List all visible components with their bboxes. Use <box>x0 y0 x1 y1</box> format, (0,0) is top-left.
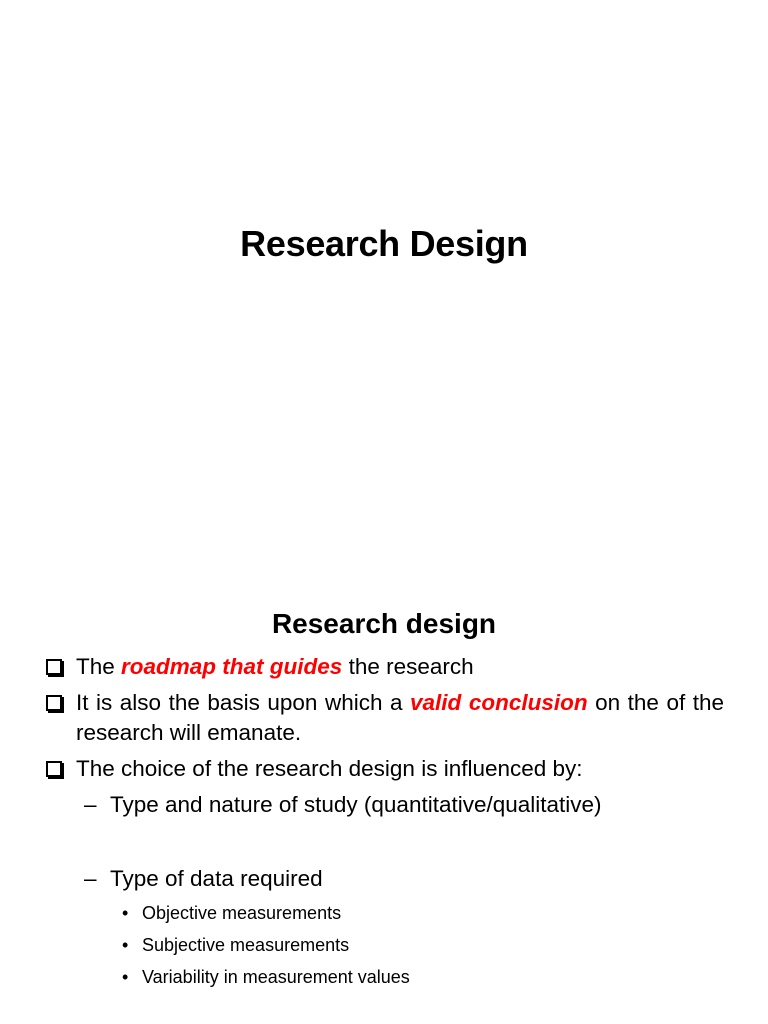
dot-bullet-icon: • <box>122 967 129 987</box>
dot-bullet-icon: • <box>122 935 129 955</box>
data-type-item <box>44 965 724 990</box>
bullet-text: The <box>76 654 122 679</box>
bullet-choice-of-design <box>44 754 724 784</box>
bullet-text: It is also the basis upon which a <box>76 690 411 715</box>
highlight-text: roadmap that guides <box>121 654 343 679</box>
sub-bullet-data-type <box>44 864 724 894</box>
data-type-text: Objective measurements <box>142 903 342 923</box>
sub-bullet-text: Type of data required <box>110 866 323 891</box>
dot-bullet-icon: • <box>122 903 129 923</box>
slide-heading: Research design <box>271 608 497 639</box>
bullet-text: the research <box>342 654 474 679</box>
sub-bullet-study-type <box>44 790 724 820</box>
dash-bullet-icon: – <box>84 792 97 817</box>
bullet-roadmap <box>44 652 724 682</box>
slide-title-heading: Research Design <box>240 223 528 264</box>
dash-bullet-icon: – <box>84 866 97 891</box>
bullet-text: on the of the research will emanate. <box>76 690 724 745</box>
slide-research-design <box>0 560 768 1024</box>
checkbox-bullet-icon <box>46 659 62 675</box>
data-type-item <box>44 901 724 926</box>
data-type-text: Subjective measurements <box>142 935 350 955</box>
data-type-text: Variability in measurement values <box>142 967 410 987</box>
checkbox-bullet-icon <box>46 695 62 711</box>
highlight-text: valid conclusion <box>410 690 588 715</box>
slide-body <box>44 652 724 990</box>
checkbox-bullet-icon <box>46 761 62 777</box>
sub-bullet-text: Type and nature of study (quantitative/qualitative) <box>110 792 602 817</box>
bullet-valid-conclusion <box>44 688 724 748</box>
bullet-text: The choice of the research design is influenced by: <box>76 756 583 781</box>
data-type-item <box>44 933 724 958</box>
